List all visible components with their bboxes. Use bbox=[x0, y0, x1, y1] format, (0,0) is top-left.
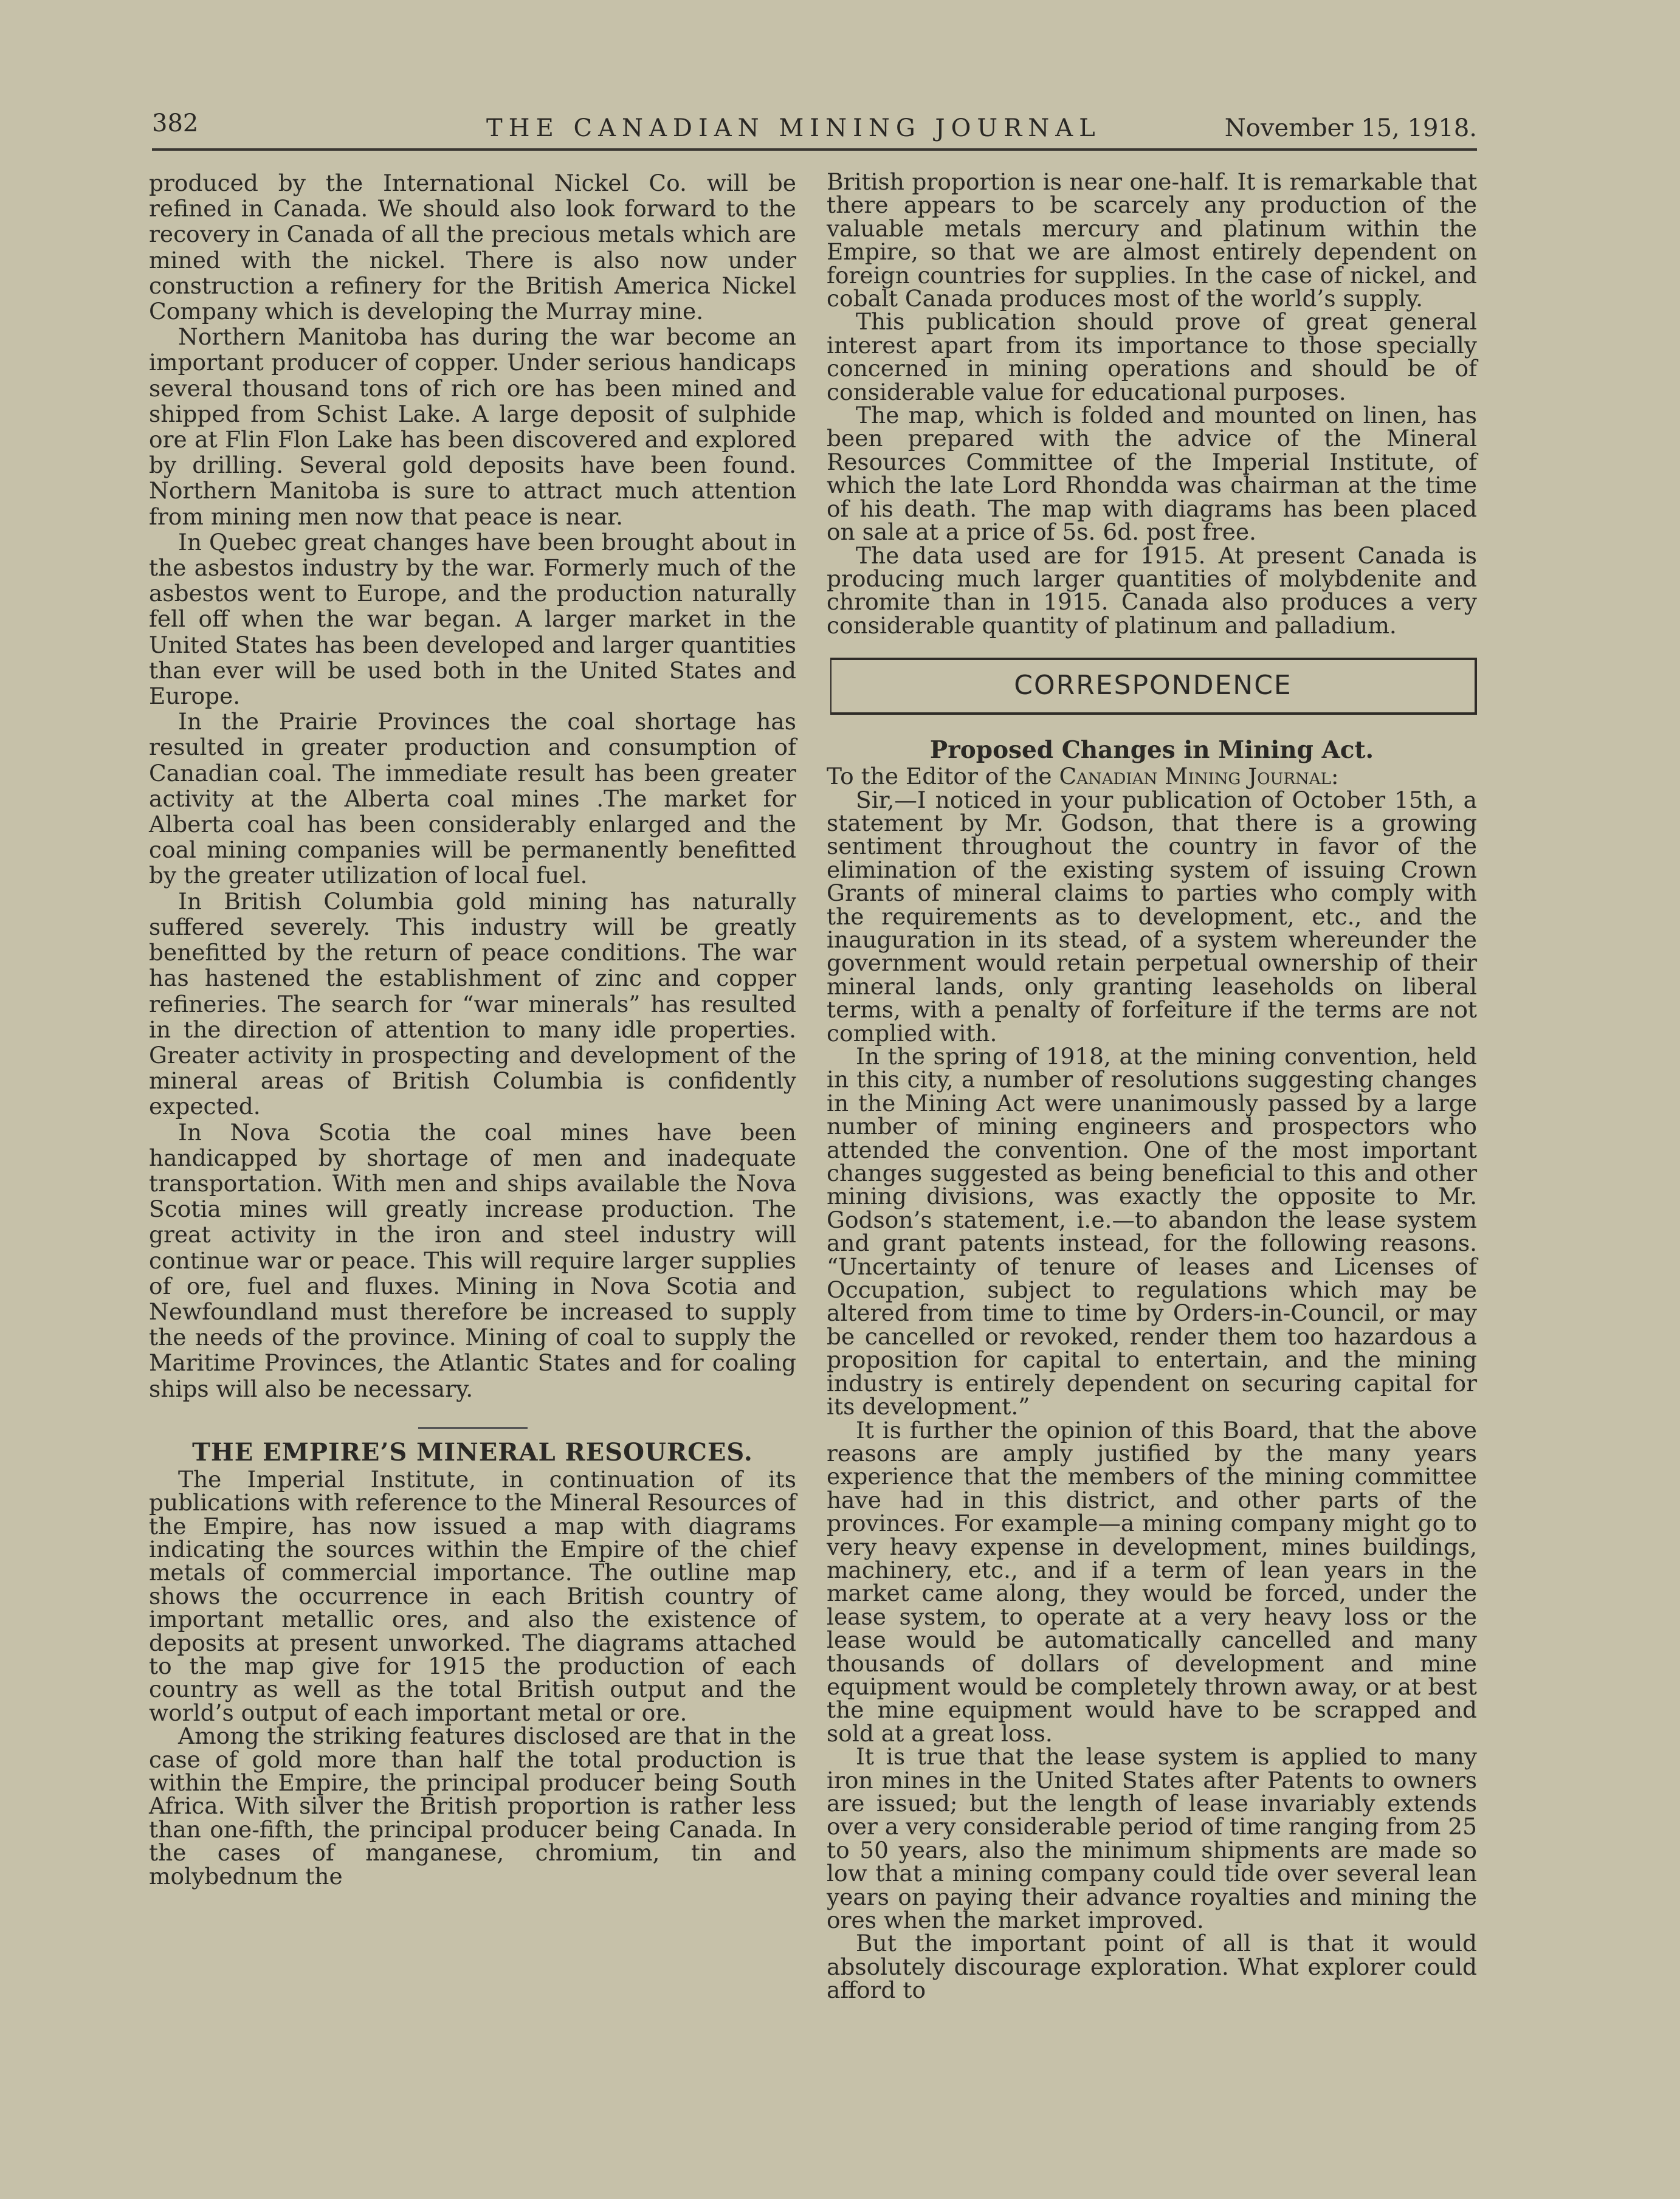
article-paragraph: produced by the International Nickel Co. will be refined in Canada. We should also look forward to the recovery in Canada of all the precious metals which are mined with the nickel. There is also now under construction a refinery for the British America Nickel Company which is developing the Murray mine. bbox=[149, 170, 796, 325]
salutation-journal: Canadian Mining Journal bbox=[1059, 763, 1331, 790]
article-paragraph: The data used are for 1915. At present Canada is producing much larger quantities of molybdenite and chromite than in 1915. Canada also produces a very considerable quantity of platinum and palladium. bbox=[827, 542, 1477, 639]
article-paragraph: In the Prairie Provinces the coal shortage has resulted in greater production and consumption of Canadian coal. The immediate result has been greater activity at the Alberta coal mines .The market for Alberta coal has been considerably enlarged and the coal mining companies will be permanently benefitted by the greater utilization of local fuel. bbox=[149, 708, 796, 889]
letter-paragraph: Sir,—I noticed in your publication of October 15th, a statement by Mr. Godson, that there is a growing sentiment throughout the country in favor of the elimination of the existing system of issuing Crown Grants of mineral claims to parties who comply with the requirements as to development, etc., and the inauguration in its stead, of a system whereunder the government would retain perpetual ownership of their mineral lands, only granting leaseholds on liberal terms, with a penalty of forfeiture if the terms are not complied with. bbox=[827, 786, 1477, 1047]
journal-title: THE CANADIAN MINING JOURNAL bbox=[486, 114, 1101, 142]
letter-salutation bbox=[827, 765, 1477, 788]
letter-title: Proposed Changes in Mining Act. bbox=[929, 736, 1374, 765]
letter-paragraph: It is further the opinion of this Board, that the above reasons are amply justified by the many years experience that the members of the mining committee have had in this district, and other parts of the provinces. For example—a mining company might go to very heavy expense in development, mines buildings, machinery, etc., and if a term of lean years in the market came along, they would be forced, under the lease system, to operate at a very heavy loss or the lease would be automatically cancelled and many thousands of dollars of development and mine equipment would be completely thrown away, or at best the mine equipment would have to be scrapped and sold at a great loss. bbox=[827, 1416, 1477, 1747]
section-paragraph: Among the striking features disclosed are that in the case of gold more than half the total production is within the Empire, the principal producer being South Africa. With silver the British proportion is rather less than one-fifth, the principal producer being Canada. In the cases of manganese, chromium, tin and molybednum the bbox=[149, 1722, 796, 1890]
letter-paragraph: It is true that the lease system is applied to many iron mines in the United States after Patents to owners are issued; but the length of lease invariably extends over a very considerable period of time ranging from 25 to 50 years, also the minimum shipments are made so low that a mining company could tide over several lean years on paying their advance royalties and mining the ores when the market improved. bbox=[827, 1743, 1477, 1934]
section-paragraph: The Imperial Institute, in continuation of its publications with reference to the Mineral Resources of the Empire, has now issued a map with diagrams indicating the sources within the Empire of the chief metals of commercial importance. The outline map shows the occurrence in each British country of important metallic ores, and also the existence of deposits at present unworked. The diagrams attached to the map give for 1915 the production of each country as well as the total British output and the world’s output of each important metal or ore. bbox=[149, 1465, 796, 1726]
page-number: 382 bbox=[152, 109, 199, 137]
letter-paragraph: In the spring of 1918, at the mining convention, held in this city, a number of resolutions suggesting changes in the Mining Act were unanimously passed by a large number of mining engineers and prospectors who attended the convention. One of the most important changes suggested as being beneficial to this and other mining divisions, was exactly the opposite to Mr. Godson’s statement, i.e.—to abandon the lease system and grant patents instead, for the following reasons. “Uncertainty of tenure of leases and Licenses of Occupation, subject to regulations which may be altered from time to time by Orders-in-Council, or may be cancelled or revoked, render them too hazardous a proposition for capital to entertain, and the mining industry is entirely dependent on securing capital for its development.” bbox=[827, 1043, 1477, 1420]
salutation-suffix: : bbox=[1331, 763, 1339, 790]
header-rule bbox=[152, 148, 1477, 151]
article-paragraph: This publication should prove of great general interest apart from its importance to those specially concerned in mining operations and should be of considerable value for educational purposes. bbox=[827, 308, 1477, 405]
section-heading: THE EMPIRE’S MINERAL RESOURCES. bbox=[192, 1437, 753, 1467]
page-header bbox=[152, 109, 1477, 152]
article-paragraph: In Nova Scotia the coal mines have been handicapped by shortage of men and inadequate transportation. With men and ships available the Nova Scotia mines will greatly increase production. The great activity in the iron and steel industry will continue war or peace. This will require larger supplies of ore, fuel and fluxes. Mining in Nova Scotia and Newfoundland must therefore be increased to supply the needs of the province. Mining of coal to supply the Maritime Provinces, the Atlantic States and for coaling ships will also be necessary. bbox=[149, 1118, 796, 1402]
article-paragraph: The map, which is folded and mounted on linen, has been prepared with the advice of the Mineral Resources Committee of the Imperial Institute, of which the late Lord Rhondda was chairman at the time of his death. The map with diagrams has been placed on sale at a price of 5s. 6d. post free. bbox=[827, 402, 1477, 546]
article-paragraph: In British Columbia gold mining has naturally suffered severely. This industry will be greatly benefitted by the return of peace conditions. The war has hastened the establishment of zinc and copper refineries. The search for “war minerals” has resulted in the direction of attention to many idle properties. Greater activity in prospecting and development of the mineral areas of British Columbia is confidently expected. bbox=[149, 887, 796, 1120]
section-divider bbox=[418, 1427, 528, 1429]
article-paragraph: Northern Manitoba has during the war become an important producer of copper. Under serious handicaps several thousand tons of rich ore has been mined and shipped from Schist Lake. A large deposit of sulphide ore at Flin Flon Lake has been discovered and explored by drilling. Several gold deposits have been found. Northern Manitoba is sure to attract much attention from mining men now that peace is near. bbox=[149, 323, 796, 530]
issue-date: November 15, 1918. bbox=[1224, 114, 1477, 142]
salutation-prefix: To the Editor of the bbox=[827, 763, 1059, 790]
correspondence-banner bbox=[830, 658, 1477, 715]
left-column bbox=[149, 170, 796, 1888]
correspondence-label: CORRESPONDENCE bbox=[1014, 670, 1292, 701]
right-column bbox=[827, 170, 1477, 2002]
article-paragraph: British proportion is near one-half. It is remarkable that there appears to be scarcely any production of the valuable metals mercury and platinum within the Empire, so that we are almost entirely dependent on foreign countries for supplies. In the case of nickel, and cobalt Canada produces most of the world’s supply. bbox=[827, 168, 1477, 312]
article-paragraph: In Quebec great changes have been brought about in the asbestos industry by the war. Formerly much of the asbestos went to Europe, and the production naturally fell off when the war began. A larger market in the United States has been developed and larger quantities than ever will be used both in the United States and Europe. bbox=[149, 528, 796, 710]
letter-paragraph: But the important point of all is that it would absolutely discourage exploration. What explorer could afford to bbox=[827, 1930, 1477, 2004]
